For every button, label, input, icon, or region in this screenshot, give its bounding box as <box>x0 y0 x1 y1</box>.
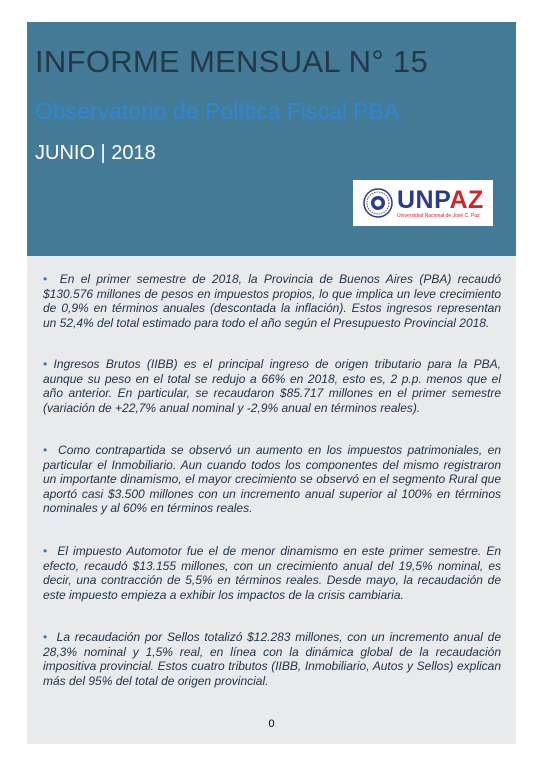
logo-text <box>397 187 484 219</box>
report-subtitle: Observatorio de Política Fiscal PBA <box>35 98 400 124</box>
report-title: INFORME MENSUAL N° 15 <box>35 44 429 79</box>
bullet-icon: • <box>43 357 48 371</box>
summary-paragraph: • En el primer semestre de 2018, la Provincia de Buenos Aires (PBA) recaudó $130.576 millones de pesos en impuestos propios, lo que implica un leve crecimiento de 0,9% en términos anuales (descontada la inflación). Estos ingresos representan un 52,4% del total estimado para todo el año según el Presupuesto Provincial 2018. <box>43 272 501 330</box>
bullet-icon: • <box>43 544 48 558</box>
bullet-icon: • <box>43 443 48 457</box>
university-seal-icon <box>363 188 393 218</box>
page-number: 0 <box>268 718 275 730</box>
summary-paragraph: • El impuesto Automotor fue el de menor dinamismo en este primer semestre. En efecto, recaudó $13.155 millones, con un crecimiento anual del 19,5% nominal, es decir, una contracción de 5,5% en términos reales. Desde mayo, la recaudación de este impuesto empieza a exhibir los impactos de la crisis cambiaria. <box>43 544 502 602</box>
logo-subtitle: Universidad Nacional de José C. Paz <box>397 213 480 219</box>
summary-paragraph: • Ingresos Brutos (IIBB) es el principal ingreso de origen tributario para la PBA, aunque su peso en el total se redujo a 66% en 2018, esto es, 2 p.p. menos que el año anterior. En particular, se recaudaron $85.717 millones en el primer semestre (variación de +22,7% anual nominal y -2,9% anual en términos reales). <box>43 357 501 415</box>
summary-paragraph: • Como contrapartida se observó un aumento en los impuestos patrimoniales, en particular el Inmobiliario. Aun cuando todos los componentes del mismo registraron un importante dinamismo, el mayor crecimiento se observó en el segmento Rural que aportó casi $3.500 millones con un incremento anual superior al 100% en términos nominales y al 60% en términos reales. <box>43 443 502 516</box>
logo-name: UNPAZ <box>397 186 484 214</box>
unpaz-logo <box>353 180 493 226</box>
bullet-icon: • <box>43 630 48 644</box>
header-banner <box>27 22 516 256</box>
report-page <box>27 22 516 744</box>
bullet-icon: • <box>43 272 48 286</box>
report-date: JUNIO | 2018 <box>35 142 156 164</box>
summary-paragraph: • La recaudación por Sellos totalizó $12.283 millones, con un incremento anual de 28,3% nominal y 1,5% real, en línea con la dinámica global de la recaudación impositiva provincial. Estos cuatro tributos (IIBB, Inmobiliario, Autos y Sellos) explican más del 95% del total de origen provincial. <box>43 630 501 688</box>
